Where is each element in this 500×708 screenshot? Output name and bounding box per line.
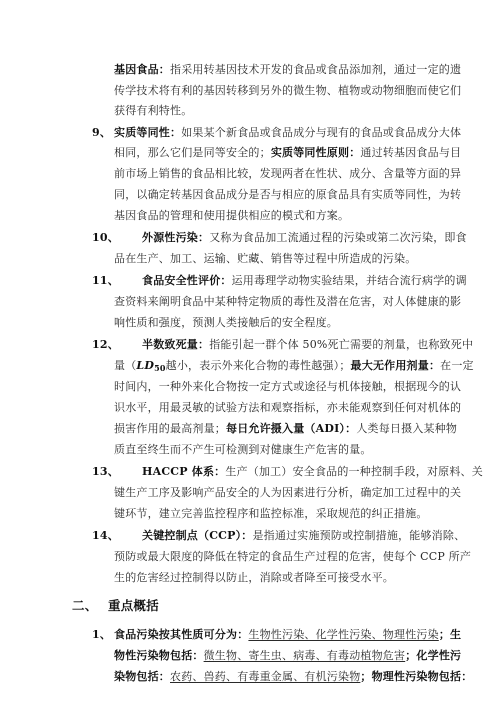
line: 同，以确定转基因食品成分是否与相应的原食品具有实质等同性，为转 [114, 188, 462, 201]
term: 基因食品： [114, 63, 170, 76]
term: 每日允许摄入量（ADI）： [226, 422, 357, 435]
text: 生产（加工）安全食品的一种控制手段，对原料、关 [225, 465, 483, 478]
text: 越小，表示外来化合物的毒性越强）； [165, 359, 351, 372]
text: 相同，那么它们是同等安全的； [114, 146, 271, 159]
label: 染物包括： [114, 670, 170, 683]
line [142, 274, 467, 288]
text: 指采用转基因技术开发的食品或食品添加剂，通过一定的遗 [170, 63, 462, 76]
item-number: 1、 [92, 628, 112, 641]
term: 实质等同性： [114, 126, 182, 139]
item-number: 13、 [92, 465, 119, 478]
text: ；生 [438, 628, 462, 641]
line [114, 422, 457, 436]
line: 生的危害经过控制得以防止，消除或者降至可接受水平。 [114, 571, 394, 584]
line [114, 63, 461, 77]
line: 前市场上销售的食品相比较，发现两者在性状、成分、含量等方面的异 [114, 167, 462, 180]
term: 最大无作用剂量： [350, 359, 441, 372]
text: 人类每日摄入某种物 [356, 422, 458, 435]
line [142, 231, 467, 245]
line [142, 338, 473, 352]
text: 又称为食品加工流通过程的污染或第二次污染，即食 [209, 231, 467, 244]
line: 响性质和强度，预测人类接触后的安全程度。 [114, 316, 338, 329]
term: 实质等同性原则： [270, 146, 361, 159]
item-number: 14、 [92, 529, 119, 542]
item-number: 11、 [92, 274, 119, 287]
item-number: 10、 [92, 231, 119, 244]
text: 在一定 [440, 359, 474, 372]
line: 质直至终生而不产生可检测到对健康生产危害的量。 [114, 443, 372, 456]
line [142, 529, 465, 543]
section-number: 二、 [72, 598, 98, 613]
item-number: 9、 [92, 126, 112, 139]
text: 损害作用的最高剂量； [114, 422, 226, 435]
term: 关键控制点（CCP）： [142, 529, 253, 542]
line: 键生产工序及影响产品安全的人为因素进行分析，确定加工过程中的关 [114, 486, 462, 499]
text: 是指通过实施预防或控制措施，能够消除、 [252, 529, 466, 542]
line: 键环节，建立完善监控程序和监控标准，采取规范的纠正措施。 [114, 507, 428, 520]
chemical-pollutants: 农药、兽药、有毒重金属、有机污染物 [170, 670, 361, 683]
line: 基因食品的管理和使用提供相应的模式和方案。 [114, 209, 350, 222]
biological-pollutants: 微生物、寄生虫、病毒、有毒动植物危害 [203, 649, 406, 662]
line: 时间内，一种外来化合物按一定方式或途径与机体接触，根据现今的认 [114, 380, 462, 393]
line: 查资料来阐明食品中某种特定物质的毒性及潜在危害，对人体健康的影 [114, 295, 462, 308]
section-title: 重点概括 [108, 598, 159, 613]
text: 量（ [114, 359, 137, 372]
lead-text: 食品污染按其性质可分为： [114, 628, 249, 641]
text: 通过转基因食品与目 [360, 146, 462, 159]
label: ；化学性污 [405, 649, 462, 662]
text: 运用毒理学动物实验结果，并结合流行病学的调 [231, 274, 467, 287]
line: 传学技术将有利的基因转移到另外的微生物、植物或动物细胞而使它们 [114, 84, 462, 97]
term: HACCP 体系： [142, 465, 226, 478]
line [114, 359, 474, 375]
line [114, 649, 461, 663]
term: 外源性污染： [142, 231, 210, 244]
pollution-types: 生物性污染、化学性污染、物理性污染 [248, 628, 439, 641]
line: 预防或最大限度的降低在特定的食品生产过程的危害，使每个 CCP 所产 [114, 550, 472, 563]
line [114, 628, 461, 642]
text: 如果某个新食品或食品成分与现有的食品或食品成分大体 [181, 126, 462, 139]
line [114, 670, 472, 684]
term: 食品安全性评价： [142, 274, 232, 287]
ld-symbol: LD [136, 359, 155, 372]
line [114, 146, 461, 160]
term: 半数致死量： [142, 338, 210, 351]
ld-subscript: 50 [154, 363, 166, 373]
line: 品在生产、加工、运输、贮藏、销售等过程中所造成的污染。 [114, 252, 417, 265]
line: 识水平，用最灵敏的试验方法和观察指标，亦未能观察到任何对机体的 [114, 401, 462, 414]
label: ；物理性污染物包括： [360, 670, 473, 683]
label: 物性污染物包括： [114, 649, 204, 662]
line [114, 126, 461, 140]
text: 指能引起一群个体 50%死亡需要的剂量，也称致死中 [209, 338, 474, 351]
item-number: 12、 [92, 338, 119, 351]
line: 获得有利特性。 [114, 104, 193, 117]
line [142, 465, 483, 479]
